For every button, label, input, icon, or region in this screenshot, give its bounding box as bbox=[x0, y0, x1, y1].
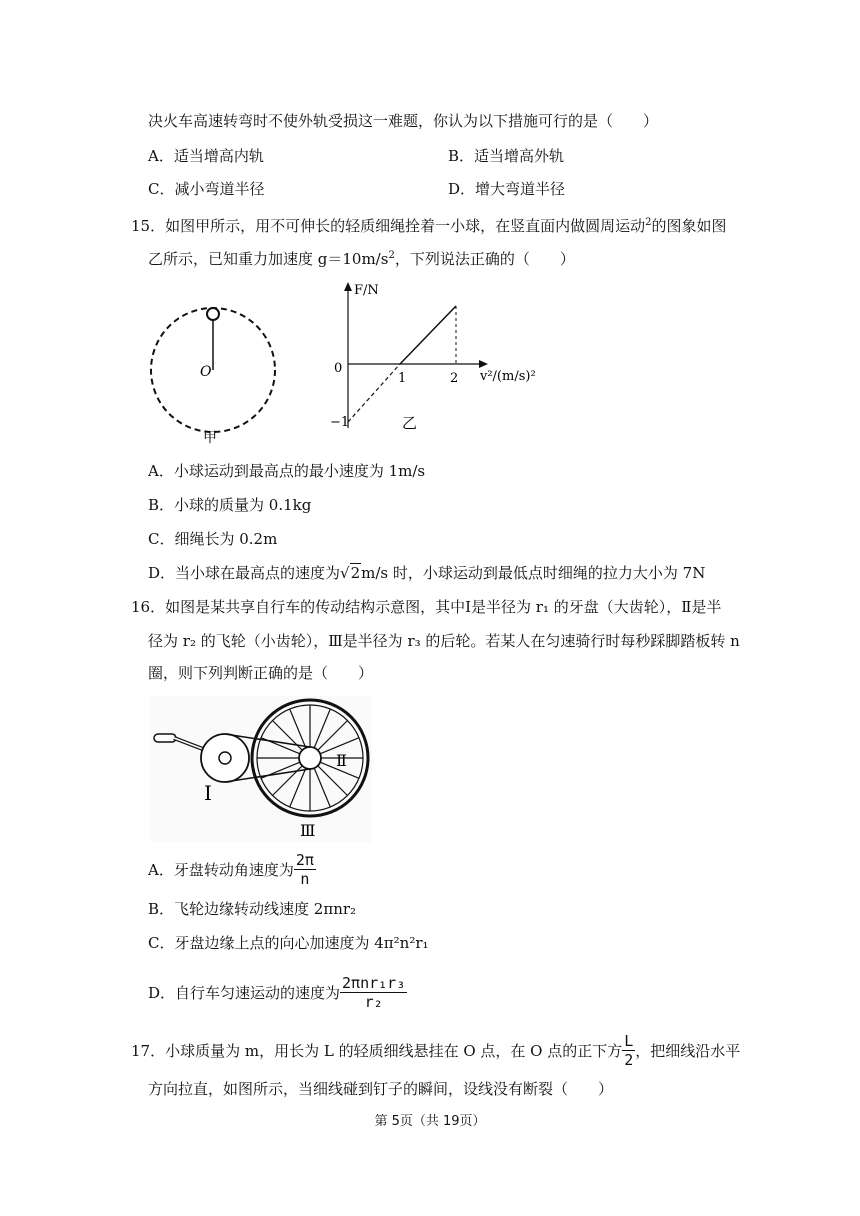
y-tick-neg1: −1 bbox=[330, 415, 350, 430]
q16-option-b: B．飞轮边缘转动线速度 2πnr₂ bbox=[148, 900, 357, 918]
q15-option-b: B．小球的质量为 0.1kg bbox=[148, 496, 312, 514]
label-III: Ⅲ bbox=[300, 821, 316, 840]
q14-option-b: B．适当增高外轨 bbox=[448, 147, 565, 165]
x-axis-arrow bbox=[479, 360, 488, 368]
freewheel-II bbox=[299, 747, 321, 769]
page-footer: 第 5页（共 19页） bbox=[374, 1114, 486, 1129]
force-line bbox=[400, 306, 456, 364]
q14-option-c: C．减小弯道半径 bbox=[148, 180, 265, 198]
x-axis-label: v²/(m/s)² bbox=[480, 369, 536, 384]
fraction-l-over-2: $\frac{L}{2}$ bbox=[624, 1031, 634, 1069]
ball bbox=[207, 308, 219, 320]
q14-intro: 决火车高速转弯时不使外轨受损这一难题，你认为以下措施可行的是（ ） bbox=[148, 112, 659, 130]
center-label-o: O bbox=[200, 364, 212, 380]
x-tick-1: 1 bbox=[398, 371, 407, 386]
q17-stem-line2: 方向拉直，如图所示，当细线碰到钉子的瞬间，设线没有断裂（ ） bbox=[148, 1080, 614, 1098]
q16-option-c: C．牙盘边缘上点的向心加速度为 4π²n²r₁ bbox=[148, 934, 429, 952]
sqrt-expression: √2 bbox=[340, 564, 361, 582]
q14-option-a: A．适当增高内轨 bbox=[148, 147, 264, 165]
q16-option-d: D．自行车匀速运动的速度为 $\frac{\text{2πnr₁r₃}}{\text{r₂}}$ bbox=[148, 973, 406, 1011]
q16-stem-line2: 径为 r₂ 的飞轮（小齿轮），Ⅲ是半径为 r₃ 的后轮。若某人在匀速骑行时每秒踩脚踏板转 n bbox=[148, 632, 740, 650]
pedal bbox=[154, 734, 176, 742]
figure-jia bbox=[140, 290, 290, 450]
label-II: Ⅱ bbox=[336, 751, 347, 770]
q15-option-d: D．当小球在最高点的速度为√2m/s 时，小球运动到最低点时细绳的拉力大小为 7N bbox=[148, 564, 706, 582]
q15-option-c: C．细绳长为 0.2m bbox=[148, 530, 278, 548]
origin-label: 0 bbox=[334, 361, 343, 376]
chainring-hub bbox=[219, 752, 231, 764]
figure-yi bbox=[330, 278, 570, 438]
q16-option-a: A．牙盘转动角速度为 $\frac{2\pi}{n}$ bbox=[148, 850, 314, 888]
q14-option-d: D．增大弯道半径 bbox=[448, 180, 566, 198]
q16-stem-line3: 圈，则下列判断正确的是（ ） bbox=[148, 664, 374, 682]
figure-yi-caption: 乙 bbox=[402, 414, 418, 432]
label-I: Ⅰ bbox=[204, 781, 212, 805]
q17-stem-line1: 17．小球质量为 m，用长为 L 的轻质细线悬挂在 O 点，在 O 点的正下方 $\frac{L}{2}$ ，把细线沿水平 bbox=[131, 1031, 741, 1069]
q15-stem-line1: 15．如图甲所示，用不可伸长的轻质细绳拴着一小球，在竖直面内做圆周运动$^2$的图象如图 bbox=[131, 217, 727, 235]
q16-stem-line1: 16．如图是某共享自行车的传动结构示意图，其中Ⅰ是半径为 r₁ 的牙盘（大齿轮），Ⅱ是半 bbox=[131, 598, 722, 616]
fraction-2pi-over-n: $\frac{2\pi}{n}$ bbox=[295, 850, 314, 888]
fraction-speed: $\frac{\text{2πnr₁r₃}}{\text{r₂}}$ bbox=[342, 973, 406, 1011]
figure-jia-caption: 甲 bbox=[203, 430, 217, 446]
q15-option-a: A．小球运动到最高点的最小速度为 1m/s bbox=[148, 462, 426, 480]
bicycle-transmission-figure bbox=[150, 696, 372, 842]
q15-stem-line2: 乙所示，已知重力加速度 $g=10m/s^2$，下列说法正确的（ ） bbox=[148, 250, 575, 268]
extrapolated-line bbox=[348, 364, 400, 422]
x-tick-2: 2 bbox=[450, 371, 459, 386]
y-axis-arrow bbox=[344, 282, 352, 291]
y-axis-label: F/N bbox=[354, 283, 379, 298]
